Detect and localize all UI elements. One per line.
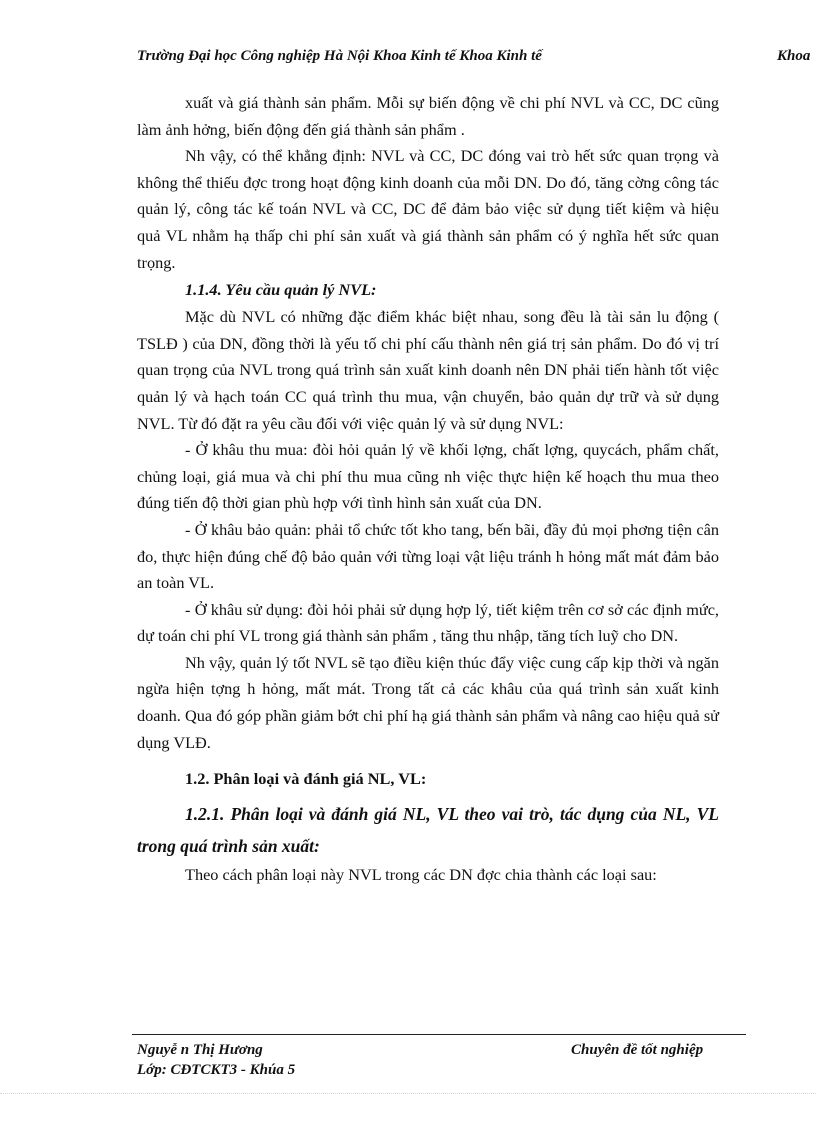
page-header: [137, 48, 816, 72]
footer-right-text: Chuyên đề tốt nghiệp: [571, 1042, 704, 1058]
footer-author: Nguyễ n Thị Hương: [137, 1042, 263, 1058]
list-item: - Ở khâu bảo quản: phải tổ chức tốt kho tang, bến bãi, đầy đủ mọi phơng tiện cân đo, thực hiện đúng chế độ bảo quản với từng loại vật liệu tránh h hỏng mất mát đảm bảo an toàn VL.: [137, 519, 719, 593]
paragraph: Theo cách phân loại này NVL trong các DN đợc chia thành các loại sau:: [185, 865, 657, 885]
footer-class: Lớp: CĐTCKT3 - Khúa 5: [137, 1062, 296, 1078]
document-body: [137, 90, 719, 889]
paragraph: xuất và giá thành sản phẩm. Mỗi sự biến động về chi phí NVL và CC, DC cũng làm ảnh hởng, biến động đến giá thành sản phẩm .: [137, 93, 719, 139]
section-heading-1-2: 1.2. Phân loại và đánh giá NL, VL:: [185, 769, 427, 789]
list-item: - Ở khâu sử dụng: đòi hỏi phải sử dụng hợp lý, tiết kiệm trên cơ sở các định mức, dự toán chi phí VL trong giá thành sản phẩm , tăng thu nhập, tăng tích luỹ cho DN.: [137, 599, 719, 646]
section-heading-1-2-1: 1.2.1. Phân loại và đánh giá NL, VL theo vai trò, tác dụng của NL, VL trong quá trình sản xuất:: [137, 804, 719, 857]
list-item: - Ở khâu thu mua: đòi hỏi quản lý về khối lợng, chất lợng, quycách, phẩm chất, chủng loại, giá mua và chi phí thu mua cũng nh việc thực hiện kế hoạch thu mua theo đúng tiến độ thời gian phù hợp với tình hình sản xuất của DN.: [137, 440, 719, 513]
header-right-text: Khoa: [777, 48, 811, 64]
page-bottom-border: [0, 1093, 816, 1094]
paragraph: Nh vậy, có thể khẳng định: NVL và CC, DC đóng vai trò hết sức quan trọng và không thể thiếu đợc trong hoạt động kinh doanh của mỗi DN. Do đó, tăng cờng công tác quản lý, công tác kế toán NVL và CC, DC để đảm bảo việc sử dụng tiết kiệm và hiệu quả VL nhằm hạ thấp chi phí sản xuất và giá thành sản phẩm có ý nghĩa hết sức quan trọng.: [137, 146, 719, 272]
paragraph: Nh vậy, quản lý tốt NVL sẽ tạo điều kiện thúc đẩy việc cung cấp kịp thời và ngăn ngừa hiện tợng h hỏng, mất mát. Trong tất cả các khâu của quá trình sản xuất kinh doanh. Qua đó góp phần giảm bớt chi phí hạ giá thành sản phẩm và nâng cao hiệu quả sử dụng VLĐ.: [137, 652, 719, 752]
section-heading-1-1-4: 1.1.4. Yêu cầu quản lý NVL:: [185, 280, 377, 300]
footer-divider: [132, 1034, 746, 1035]
paragraph: Mặc dù NVL có những đặc điểm khác biệt nhau, song đều là tài sản lu động ( TSLĐ ) của DN, đồng thời là yếu tố chi phí cấu thành nên giá trị sản phẩm. Do đó vị trí quan trọng của NVL trong quá trình sản xuất kinh doanh nên DN phải tiến hành tốt việc quản lý và hạch toán CC quá trình thu mua, vận chuyển, bảo quản dự trữ và sử dụng NVL. Từ đó đặt ra yêu cầu đối với việc quản lý và sử dụng NVL:: [137, 307, 719, 433]
header-left-text: Trường Đại học Công nghiệp Hà Nội Khoa Kinh tế Khoa Kinh tế: [137, 48, 542, 64]
